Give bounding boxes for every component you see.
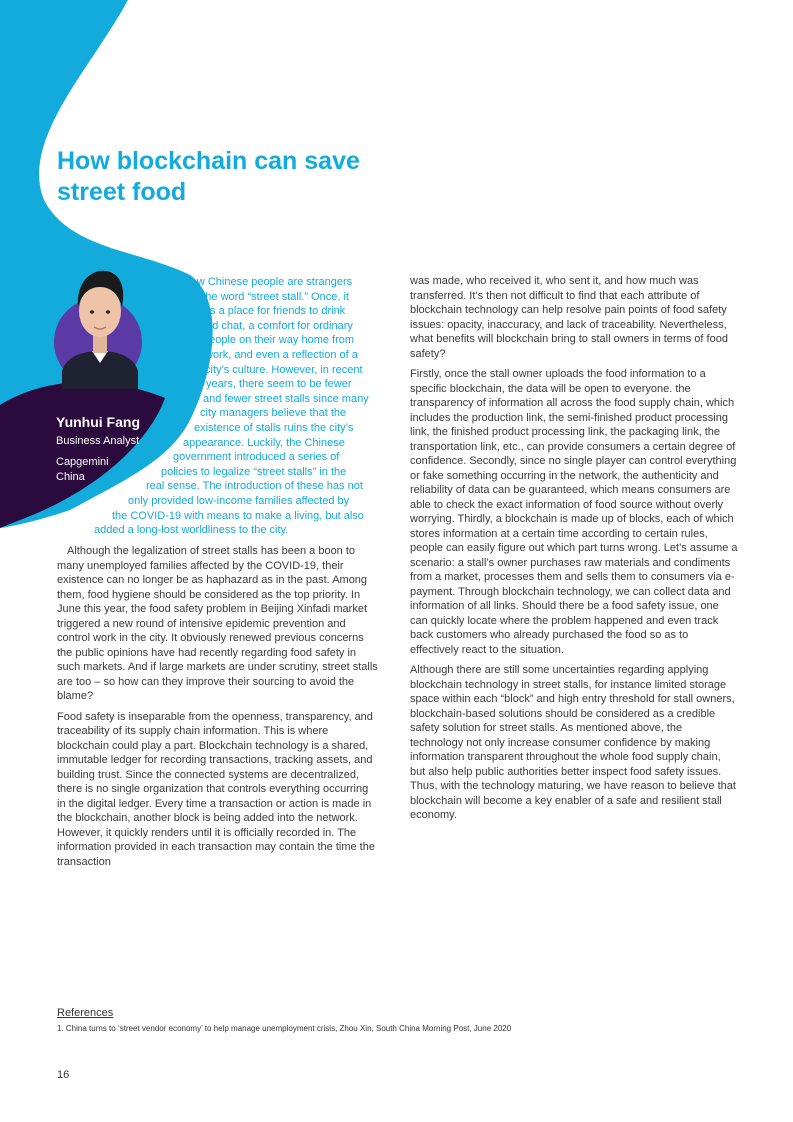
author-name: Yunhui Fang — [56, 414, 140, 430]
body-column-right — [410, 274, 738, 829]
intro-line: added a long-lost worldliness to the city. — [94, 524, 289, 537]
intro-line: the COVID-19 with means to make a living, but also — [112, 509, 364, 522]
body-paragraph: was made, who received it, who sent it, and how much was transferred. It’s then not difficult to find that each attribute of blockchain technology can help resolve pain points of food safety issues: opacity, inaccuracy, and lack of traceability. Nevertheless, what benefits will blockchain bring to stall owners in terms of food safety? — [410, 275, 728, 360]
intro-line: city managers believe that the — [200, 407, 347, 420]
author-role: Business Analyst — [56, 435, 140, 447]
page-number: 16 — [57, 1069, 70, 1081]
intro-line: was a place for friends to drink — [196, 305, 346, 318]
body-paragraph: Firstly, once the stall owner uploads the food information to a specific blockchain, the data will be open to everyone. the transparency of information all across the food supply chain, which includes the production link, the semi-finished product processing link, the finished product processing link, the packaging link, the transportation link, etc., can provide consumers a certain degree of confidence. Secondly, since no single player can control everything or fake something occurring in the network, the authenticity and reliability of data can be guaranteed, which means consumers are able to check the exact information of food source without overly worrying. Thirdly, a blockchain is made up of blocks, each of which stores information at a certain time according to certain rules, people can easily figure out which part turns wrong. Let’s assume a scenario: a stall’s owner purchases raw materials and condiments from a market, processes them and sells them to consumers via e-payment. Through blockchain technology, we can collect data and information of all links. Should there be a food safety issue, one can quickly locate where the problem happened and even track back customers who already purchased the food so as to effectively react to the situation. — [410, 368, 738, 656]
intro-line: only provided low-income families affected by — [128, 495, 350, 507]
intro-line: appearance. Luckily, the Chinese — [183, 436, 345, 449]
intro-line: to the word “street stall.” Once, it — [190, 290, 349, 303]
intro-line: real sense. The introduction of these has not — [146, 480, 363, 493]
body-paragraph: Although the legalization of street stalls has been a boon to many unemployed families affected by the COVID-19, their existence can no longer be as haphazard as in the past. Among them, food hygiene should be considered as the top priority. In June this year, the food safety problem in Beijing Xinfadi market triggered a new round of intensive epidemic prevention and control work in the city. It obviously renewed previous concerns the public opinions have had recently regarding food safety in such markets. And if large markets are under scrutiny, street stalls are too – so how can they improve their sourcing to avoid the blame? — [57, 545, 378, 702]
author-photo — [54, 259, 146, 389]
author-company: Capgemini — [56, 456, 109, 468]
intro-line: existence of stalls ruins the city’s — [194, 422, 354, 434]
body-column-left — [57, 544, 379, 875]
author-country: China — [56, 471, 85, 483]
intro-line: and fewer street stalls since many — [203, 392, 369, 405]
body-paragraph: Food safety is inseparable from the openness, transparency, and traceability of its supply chain information. This is where blockchain could play a part. Blockchain technology is a shared, immutable ledger for recording transactions, tracking assets, and building trust. Since the connected systems are decentralized, there is no single organization that controls everything occurring in the digital ledger. Every time a transaction or action is made in the blockchain, another block is being added into the network. However, it quickly renders until it is officially recorded in. The information provided in each transaction may contain the time the transaction — [57, 710, 375, 868]
reference-item: 1. China turns to ‘street vendor economy’ to help manage unemployment crisis, Zhou Xin, South China Morning Post, June 2020 — [57, 1024, 512, 1033]
intro-line: government introduced a series of — [173, 451, 340, 464]
intro-line: people on their way home from — [203, 334, 355, 347]
intro-line: years, there seem to be fewer — [206, 378, 352, 391]
intro-line: city’s culture. However, in recent — [205, 363, 363, 376]
intro-line: and chat, a comfort for ordinary — [200, 319, 353, 332]
references-heading: References — [57, 1007, 114, 1019]
body-paragraph: Although there are still some uncertainties regarding applying blockchain technology in street stalls, for instance limited storage space within each “block” and high entry threshold for stall owners, blockchain-based solutions should be considered as a credible safety solution for street stalls. As mentioned above, the technology not only increase consumer confidence by making information transparent throughout the whole food supply chain, but also help public authorities better inspect food safety issues. Thus, with the technology maturing, we have reason to believe that blockchain will become a key enabler of a safe and resilient stall economy. — [410, 664, 736, 821]
intro-line: Few Chinese people are strangers — [184, 276, 353, 288]
intro-line: policies to legalize “street stalls” in the — [161, 465, 347, 478]
references — [57, 1006, 737, 1035]
intro-line: work, and even a reflection of a — [205, 349, 358, 361]
article-title: How blockchain can save street food — [57, 147, 360, 206]
